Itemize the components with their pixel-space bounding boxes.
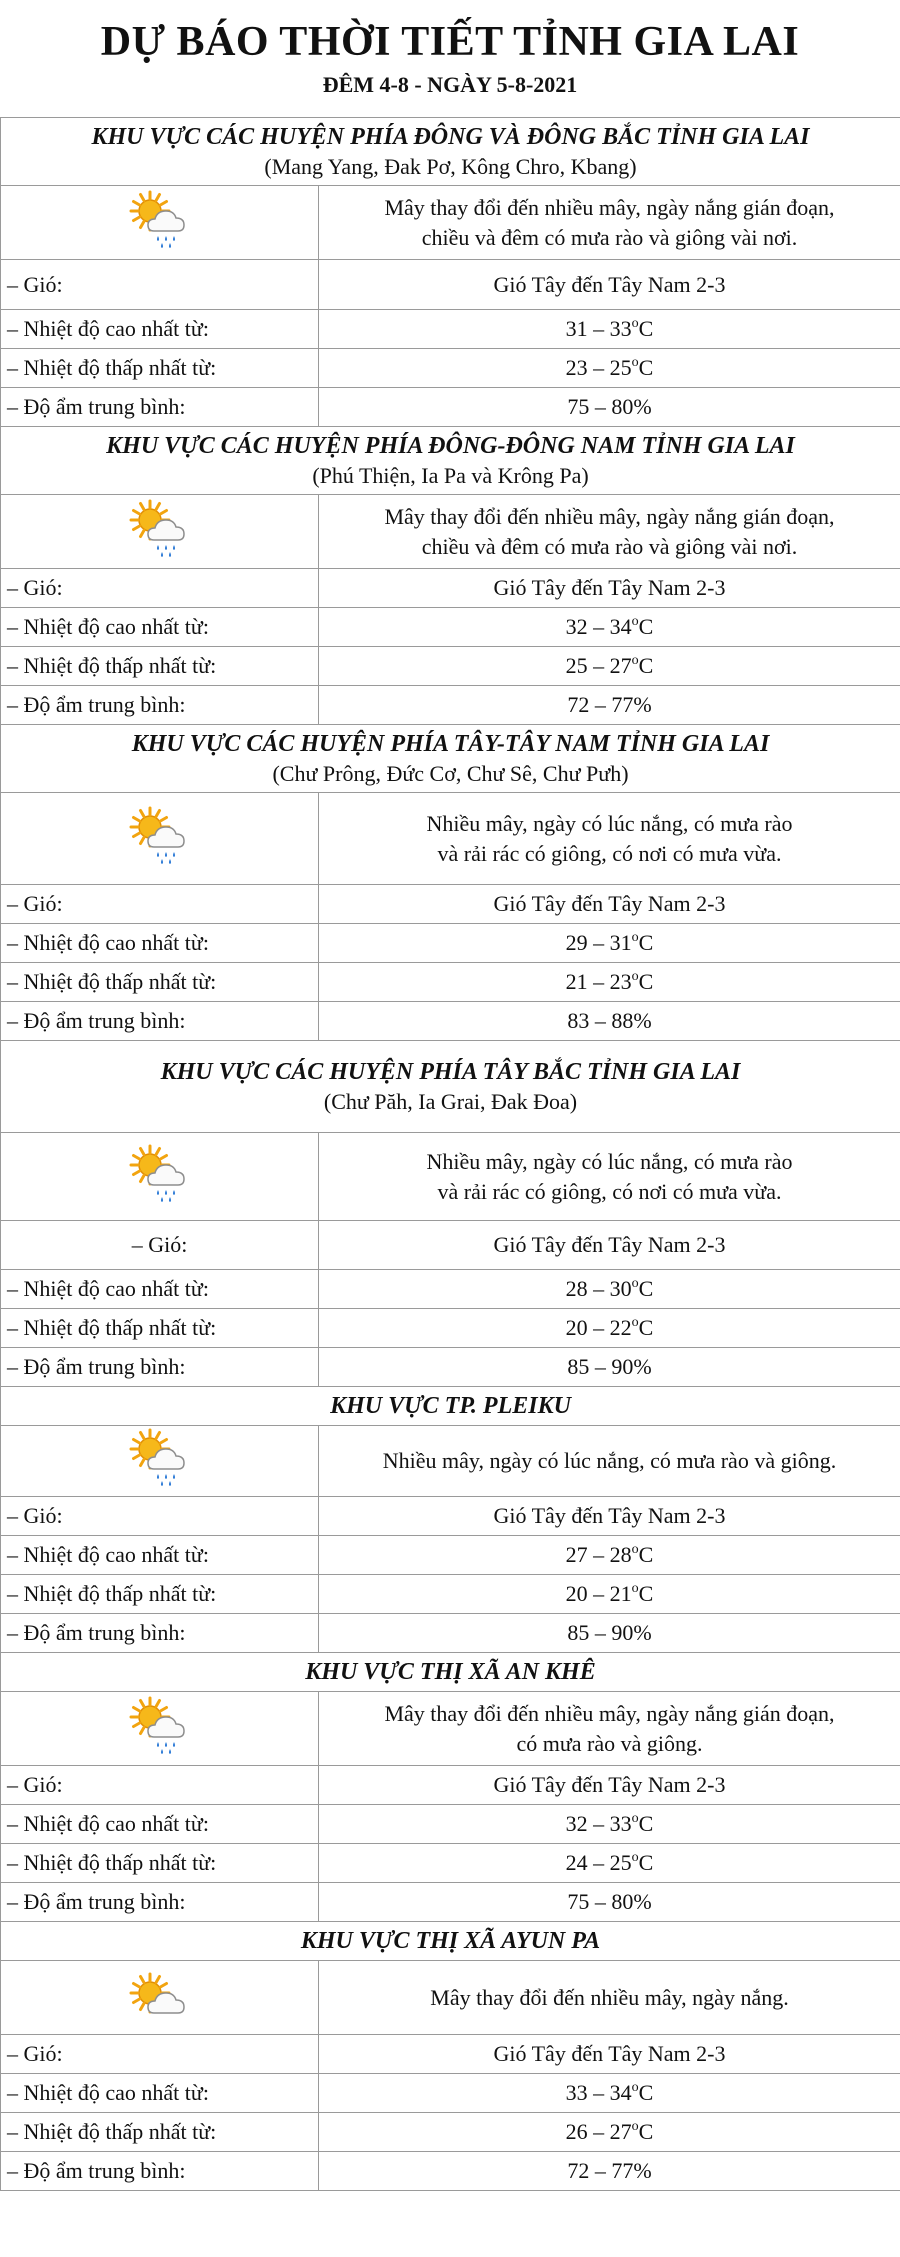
max-temp-row (1, 608, 900, 647)
region-header-row (1, 118, 900, 186)
weather-description (319, 495, 900, 569)
weather-summary-row (1, 495, 900, 569)
temp-range: 26 – 27 (565, 2119, 632, 2144)
min-temp-row (1, 349, 900, 388)
humidity-value: 72 – 77% (319, 686, 900, 725)
weather-description (319, 1692, 900, 1766)
humidity-label: – Độ ẩm trung bình: (1, 686, 319, 725)
degree-mark: o (631, 1276, 639, 1291)
sun-cloud-rain-icon (128, 805, 192, 873)
sun-cloud-rain-icon (128, 189, 192, 257)
temp-range: 28 – 30 (565, 1276, 632, 1301)
wind-row (1, 2035, 900, 2074)
region-header-row (1, 1922, 900, 1961)
min-temp-row (1, 1575, 900, 1614)
temp-range: 20 – 21 (565, 1581, 632, 1606)
degree-mark: o (631, 1542, 639, 1557)
weather-icon-cell (1, 1426, 319, 1497)
celsius-unit: C (638, 355, 654, 380)
humidity-label: – Độ ẩm trung bình: (1, 1614, 319, 1653)
region-districts: (Chư Prông, Đức Cơ, Chư Sê, Chư Pưh) (272, 760, 629, 786)
degree-mark: o (631, 1315, 639, 1330)
min-temp-row (1, 647, 900, 686)
region-header (1, 1922, 900, 1961)
weather-summary-row (1, 793, 900, 885)
max-temp-value (319, 1805, 900, 1844)
wind-row (1, 1497, 900, 1536)
region-header (1, 1387, 900, 1426)
max-temp-row (1, 310, 900, 349)
temp-range: 20 – 22 (565, 1315, 632, 1340)
wind-label: – Gió: (1, 1221, 319, 1270)
humidity-row (1, 2152, 900, 2191)
min-temp-row (1, 1309, 900, 1348)
region-name: KHU VỰC CÁC HUYỆN PHÍA ĐÔNG-ĐÔNG NAM TỈNH GIA LAI (106, 432, 795, 459)
temp-range: 29 – 31 (565, 930, 632, 955)
celsius-unit: C (638, 1581, 654, 1606)
wind-value: Gió Tây đến Tây Nam 2-3 (319, 2035, 900, 2074)
wind-label: – Gió: (1, 260, 319, 310)
description-line: Nhiều mây, ngày có lúc nắng, có mưa rào và giông. (382, 1448, 837, 1473)
degree-mark: o (631, 653, 639, 668)
weather-icon-cell (1, 1133, 319, 1221)
description-line: Mây thay đổi đến nhiều mây, ngày nắng gián đoạn, (384, 1700, 835, 1726)
min-temp-label: – Nhiệt độ thấp nhất từ: (1, 647, 319, 686)
celsius-unit: C (638, 1276, 654, 1301)
wind-value: Gió Tây đến Tây Nam 2-3 (319, 1766, 900, 1805)
wind-label: – Gió: (1, 569, 319, 608)
sun-cloud-rain-icon (128, 1695, 192, 1763)
humidity-value: 83 – 88% (319, 1002, 900, 1041)
region-header-row (1, 725, 900, 793)
wind-row (1, 885, 900, 924)
wind-label: – Gió: (1, 1766, 319, 1805)
wind-value: Gió Tây đến Tây Nam 2-3 (319, 569, 900, 608)
humidity-value: 72 – 77% (319, 2152, 900, 2191)
max-temp-row (1, 1805, 900, 1844)
min-temp-label: – Nhiệt độ thấp nhất từ: (1, 2113, 319, 2152)
page-header (0, 0, 900, 100)
temp-range: 32 – 33 (565, 1811, 632, 1836)
humidity-row (1, 1614, 900, 1653)
wind-label: – Gió: (1, 885, 319, 924)
humidity-label: – Độ ẩm trung bình: (1, 1002, 319, 1041)
description-line: và rải rác có giông, có nơi có mưa vừa. (437, 840, 782, 866)
max-temp-value (319, 608, 900, 647)
weather-icon-cell (1, 1961, 319, 2035)
min-temp-value (319, 963, 900, 1002)
humidity-value: 85 – 90% (319, 1348, 900, 1387)
degree-mark: o (631, 969, 639, 984)
region-header-row (1, 427, 900, 495)
wind-value: Gió Tây đến Tây Nam 2-3 (319, 260, 900, 310)
weather-description (319, 793, 900, 885)
humidity-row (1, 686, 900, 725)
region-header (1, 725, 900, 793)
description-line: Mây thay đổi đến nhiều mây, ngày nắng. (430, 1984, 789, 2010)
celsius-unit: C (638, 930, 654, 955)
min-temp-label: – Nhiệt độ thấp nhất từ: (1, 1844, 319, 1883)
max-temp-label: – Nhiệt độ cao nhất từ: (1, 924, 319, 963)
sun-cloud-icon (128, 1971, 192, 2025)
min-temp-label: – Nhiệt độ thấp nhất từ: (1, 1575, 319, 1614)
humidity-row (1, 1002, 900, 1041)
min-temp-value (319, 1309, 900, 1348)
min-temp-label: – Nhiệt độ thấp nhất từ: (1, 349, 319, 388)
wind-value: Gió Tây đến Tây Nam 2-3 (319, 1497, 900, 1536)
max-temp-value (319, 924, 900, 963)
region-name: KHU VỰC THỊ XÃ AYUN PA (300, 1927, 601, 1954)
min-temp-row (1, 2113, 900, 2152)
wind-value: Gió Tây đến Tây Nam 2-3 (319, 885, 900, 924)
degree-mark: o (631, 1581, 639, 1596)
weather-summary-row (1, 1961, 900, 2035)
weather-summary-row (1, 1133, 900, 1221)
max-temp-label: – Nhiệt độ cao nhất từ: (1, 1270, 319, 1309)
temp-range: 24 – 25 (565, 1850, 632, 1875)
region-header (1, 1041, 900, 1133)
description-line: Nhiều mây, ngày có lúc nắng, có mưa rào (426, 1148, 793, 1174)
min-temp-label: – Nhiệt độ thấp nhất từ: (1, 963, 319, 1002)
celsius-unit: C (638, 1811, 654, 1836)
max-temp-value (319, 1270, 900, 1309)
celsius-unit: C (638, 969, 654, 994)
max-temp-label: – Nhiệt độ cao nhất từ: (1, 310, 319, 349)
description-line: và rải rác có giông, có nơi có mưa vừa. (437, 1178, 782, 1204)
min-temp-value (319, 647, 900, 686)
weather-description (319, 1133, 900, 1221)
weather-icon-cell (1, 793, 319, 885)
min-temp-value (319, 1575, 900, 1614)
weather-summary-row (1, 186, 900, 260)
weather-description (319, 1961, 900, 2035)
region-districts: (Phú Thiện, Ia Pa và Krông Pa) (312, 462, 589, 488)
region-name: KHU VỰC CÁC HUYỆN PHÍA TÂY-TÂY NAM TỈNH GIA LAI (131, 730, 770, 757)
humidity-value: 75 – 80% (319, 388, 900, 427)
degree-mark: o (631, 355, 639, 370)
temp-range: 31 – 33 (565, 316, 632, 341)
min-temp-value (319, 2113, 900, 2152)
region-header (1, 118, 900, 186)
max-temp-row (1, 924, 900, 963)
sun-cloud-rain-icon (128, 498, 192, 566)
degree-mark: o (631, 614, 639, 629)
wind-row (1, 1221, 900, 1270)
weather-icon-cell (1, 495, 319, 569)
region-districts: (Mang Yang, Đak Pơ, Kông Chro, Kbang) (264, 153, 637, 179)
max-temp-value (319, 310, 900, 349)
region-name: KHU VỰC THỊ XÃ AN KHÊ (305, 1658, 596, 1685)
wind-label: – Gió: (1, 1497, 319, 1536)
celsius-unit: C (638, 1850, 654, 1875)
region-name: KHU VỰC TP. PLEIKU (330, 1392, 571, 1419)
sun-cloud-rain-icon (128, 1427, 192, 1495)
wind-row (1, 1766, 900, 1805)
page-title: DỰ BÁO THỜI TIẾT TỈNH GIA LAI (100, 19, 800, 65)
region-name: KHU VỰC CÁC HUYỆN PHÍA TÂY BẮC TỈNH GIA LAI (160, 1058, 741, 1085)
humidity-row (1, 388, 900, 427)
degree-mark: o (631, 316, 639, 331)
region-header-row (1, 1041, 900, 1133)
max-temp-row (1, 1270, 900, 1309)
min-temp-row (1, 1844, 900, 1883)
max-temp-label: – Nhiệt độ cao nhất từ: (1, 1536, 319, 1575)
weather-description (319, 186, 900, 260)
humidity-label: – Độ ẩm trung bình: (1, 388, 319, 427)
region-header-row (1, 1653, 900, 1692)
temp-range: 23 – 25 (565, 355, 632, 380)
temp-range: 21 – 23 (565, 969, 632, 994)
description-line: Nhiều mây, ngày có lúc nắng, có mưa rào (426, 810, 793, 836)
max-temp-row (1, 1536, 900, 1575)
region-name: KHU VỰC CÁC HUYỆN PHÍA ĐÔNG VÀ ĐÔNG BẮC TỈNH GIA LAI (91, 123, 810, 150)
wind-row (1, 260, 900, 310)
page-subtitle: ĐÊM 4-8 - NGÀY 5-8-2021 (322, 72, 578, 97)
degree-mark: o (631, 2080, 639, 2095)
degree-mark: o (631, 930, 639, 945)
degree-mark: o (631, 1811, 639, 1826)
temp-range: 33 – 34 (565, 2080, 632, 2105)
weather-summary-row (1, 1692, 900, 1766)
celsius-unit: C (638, 2080, 654, 2105)
weather-icon-cell (1, 186, 319, 260)
max-temp-label: – Nhiệt độ cao nhất từ: (1, 1805, 319, 1844)
wind-value: Gió Tây đến Tây Nam 2-3 (319, 1221, 900, 1270)
celsius-unit: C (638, 1315, 654, 1340)
description-line: chiều và đêm có mưa rào và giông vài nơi. (421, 533, 798, 559)
max-temp-label: – Nhiệt độ cao nhất từ: (1, 2074, 319, 2113)
min-temp-value (319, 349, 900, 388)
humidity-label: – Độ ẩm trung bình: (1, 1883, 319, 1922)
celsius-unit: C (638, 2119, 654, 2144)
degree-mark: o (631, 2119, 639, 2134)
max-temp-value (319, 2074, 900, 2113)
region-header (1, 427, 900, 495)
description-line: Mây thay đổi đến nhiều mây, ngày nắng gián đoạn, (384, 503, 835, 529)
celsius-unit: C (638, 653, 654, 678)
celsius-unit: C (638, 1542, 654, 1567)
max-temp-label: – Nhiệt độ cao nhất từ: (1, 608, 319, 647)
wind-label: – Gió: (1, 2035, 319, 2074)
humidity-label: – Độ ẩm trung bình: (1, 1348, 319, 1387)
weather-description (319, 1426, 900, 1497)
degree-mark: o (631, 1850, 639, 1865)
region-header-row (1, 1387, 900, 1426)
humidity-row (1, 1348, 900, 1387)
min-temp-row (1, 963, 900, 1002)
description-line: chiều và đêm có mưa rào và giông vài nơi. (421, 224, 798, 250)
humidity-value: 85 – 90% (319, 1614, 900, 1653)
weather-icon-cell (1, 1692, 319, 1766)
celsius-unit: C (638, 614, 654, 639)
forecast-table (0, 117, 900, 2191)
temp-range: 27 – 28 (565, 1542, 632, 1567)
description-line: Mây thay đổi đến nhiều mây, ngày nắng gián đoạn, (384, 194, 835, 220)
max-temp-row (1, 2074, 900, 2113)
temp-range: 25 – 27 (565, 653, 632, 678)
min-temp-value (319, 1844, 900, 1883)
weather-summary-row (1, 1426, 900, 1497)
region-districts: (Chư Păh, Ia Grai, Đak Đoa) (323, 1088, 578, 1114)
temp-range: 32 – 34 (565, 614, 632, 639)
humidity-row (1, 1883, 900, 1922)
celsius-unit: C (638, 316, 654, 341)
humidity-label: – Độ ẩm trung bình: (1, 2152, 319, 2191)
description-line: có mưa rào và giông. (516, 1730, 703, 1756)
region-header (1, 1653, 900, 1692)
wind-row (1, 569, 900, 608)
min-temp-label: – Nhiệt độ thấp nhất từ: (1, 1309, 319, 1348)
humidity-value: 75 – 80% (319, 1883, 900, 1922)
sun-cloud-rain-icon (128, 1143, 192, 1211)
max-temp-value (319, 1536, 900, 1575)
